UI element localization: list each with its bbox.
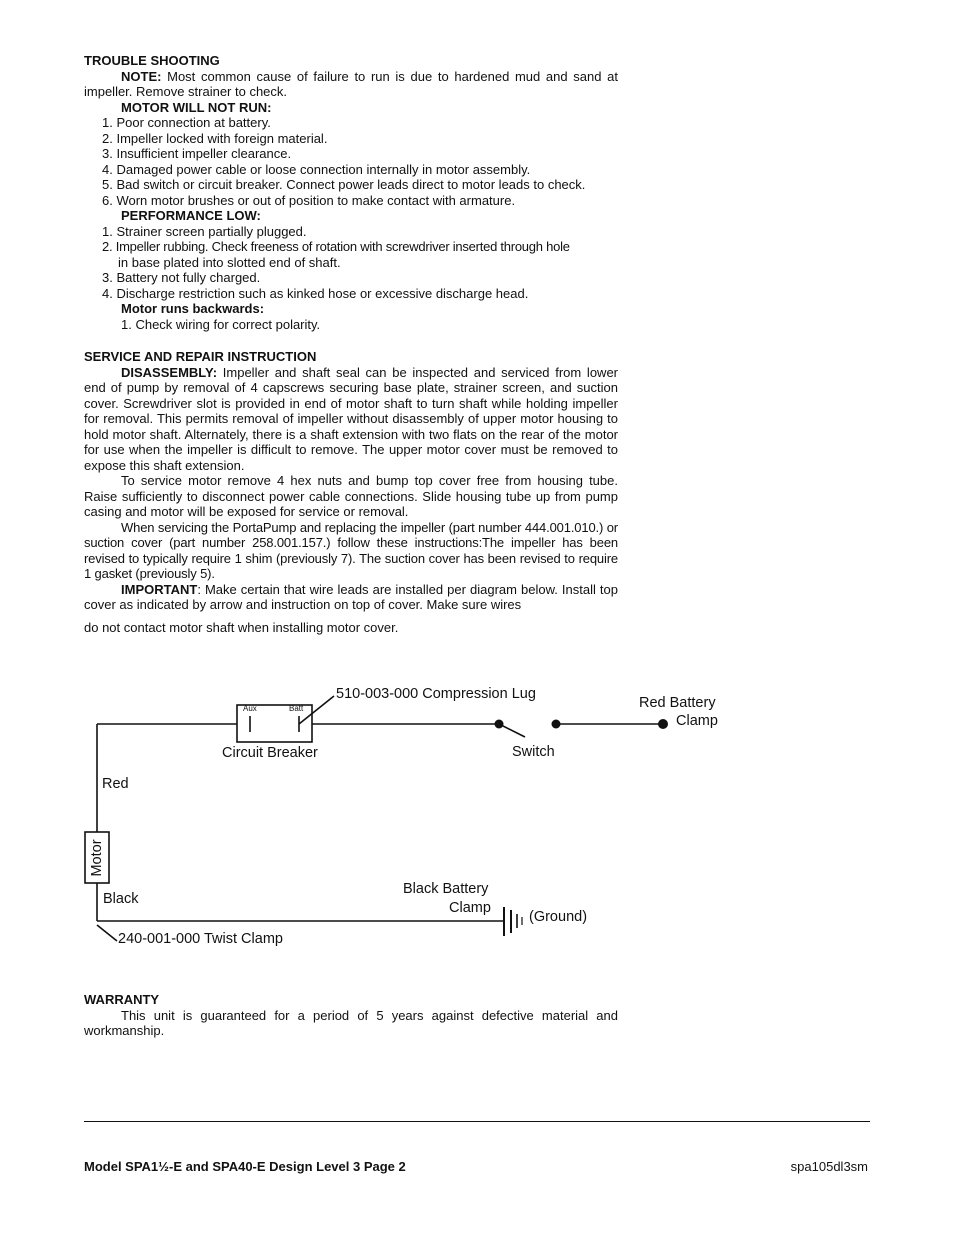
black-battery-clamp-label: Clamp [449, 900, 491, 916]
important-paragraph [84, 582, 618, 613]
disassembly-label: DISASSEMBLY: [121, 364, 218, 380]
important-label: IMPORTANT [121, 581, 198, 597]
motor-label: Motor [89, 839, 105, 877]
compression-lug-leader [299, 696, 334, 724]
red-battery-label: Red Battery [639, 695, 716, 711]
footer-model: Model SPA1½-E and SPA40-E Design Level 3 Page 2 [84, 1159, 406, 1174]
motor-item: 4. Damaged power cable or loose connection internally in motor assembly. [102, 161, 531, 177]
important-text: : Make certain that wire leads are installed per diagram below. Install top cover as indicated by arrow and instruction on top of cover. Make sure wires [84, 581, 618, 612]
disassembly-text: Impeller and shaft seal can be inspected and serviced from lower end of pump by removal of 4 capscrews securing base plate, strainer screen, and suction cover. Screwdriver slot is provided in end of motor shaft to turn shaft while holding impeller for removal. This permits removal of impeller without disassembly of upper motor housing to hold motor shaft. Alternately, there is a shaft extension with two flats on the rear of the motor for use when the impeller is difficult to remove. The upper motor cover must be removed to expose this shaft extension. [84, 364, 618, 473]
trouble-shooting-section [84, 53, 618, 332]
red-battery-clamp-label: Clamp [676, 713, 718, 729]
twist-clamp-leader [97, 925, 117, 941]
service-motor-paragraph: To service motor remove 4 hex nuts and bump top cover free from housing tube. Raise sufficiently to disconnect power cable connections. Slide housing tube up from pump casing and motor will be exposed for service or removal. [84, 473, 618, 519]
service-section [84, 349, 618, 635]
circuit-breaker-label: Circuit Breaker [222, 745, 318, 761]
motor-runs-backwards-heading: Motor runs backwards: [121, 301, 265, 316]
wiring-diagram [0, 660, 954, 980]
perf-item: 1. Strainer screen partially plugged. [102, 223, 307, 239]
backwards-item: 1. Check wiring for correct polarity. [121, 316, 321, 332]
note-paragraph [84, 69, 618, 100]
black-wire-label: Black [103, 891, 139, 907]
perf-item: 3. Battery not fully charged. [102, 270, 261, 285]
perf-item: in base plated into slotted end of shaft. [118, 254, 341, 270]
perf-item: 2. Impeller rubbing. Check freeness of rotation with screwdriver inserted through hole [102, 239, 570, 254]
perf-item: 4. Discharge restriction such as kinked hose or excessive discharge head. [102, 285, 529, 301]
service-heading: SERVICE AND REPAIR INSTRUCTION [84, 349, 317, 364]
black-battery-label: Black Battery [403, 881, 489, 897]
performance-low-heading: PERFORMANCE LOW: [121, 208, 261, 223]
warranty-text: This unit is guaranteed for a period of 5 years against defective material and workmanship. [84, 1007, 618, 1038]
portapump-paragraph: When servicing the PortaPump and replacing the impeller (part number 444.001.010.) or suction cover (part number 258.001.157.) follow these instructions:The impeller has been revised to typically require 1 shim (previously 7). The suction cover has been revised to require 1 gasket (previously 5). [84, 519, 618, 581]
twist-clamp-label: 240-001-000 Twist Clamp [118, 931, 283, 947]
switch-contact-left [495, 720, 504, 729]
warranty-section [84, 992, 618, 1039]
warranty-heading: WARRANTY [84, 992, 160, 1007]
important-tail: do not contact motor shaft when installing motor cover. [84, 619, 399, 635]
motor-item: 1. Poor connection at battery. [102, 115, 271, 130]
motor-item: 5. Bad switch or circuit breaker. Connect power leads direct to motor leads to check. [102, 177, 586, 192]
switch-label: Switch [512, 744, 555, 760]
footer-rule [84, 1121, 870, 1122]
compression-lug-label: 510-003-000 Compression Lug [336, 686, 536, 702]
red-wire-label: Red [102, 776, 129, 792]
aux-label: Aux [243, 704, 257, 713]
note-text: Most common cause of failure to run is due to hardened mud and sand at impeller. Remove strainer to check. [84, 68, 618, 99]
motor-item: 2. Impeller locked with foreign material. [102, 130, 328, 146]
note-label: NOTE: [121, 68, 162, 84]
disassembly-paragraph [84, 365, 618, 474]
batt-label: Batt [289, 704, 304, 713]
switch-contact-right [552, 720, 561, 729]
motor-item: 3. Insufficient impeller clearance. [102, 146, 292, 161]
red-clamp-terminal [658, 719, 668, 729]
footer-doc-id: spa105dl3sm [790, 1159, 868, 1174]
trouble-heading: TROUBLE SHOOTING [84, 53, 220, 68]
ground-label: (Ground) [529, 909, 588, 925]
motor-will-not-run-heading: MOTOR WILL NOT RUN: [121, 99, 272, 115]
motor-item: 6. Worn motor brushes or out of position to make contact with armature. [102, 192, 516, 208]
